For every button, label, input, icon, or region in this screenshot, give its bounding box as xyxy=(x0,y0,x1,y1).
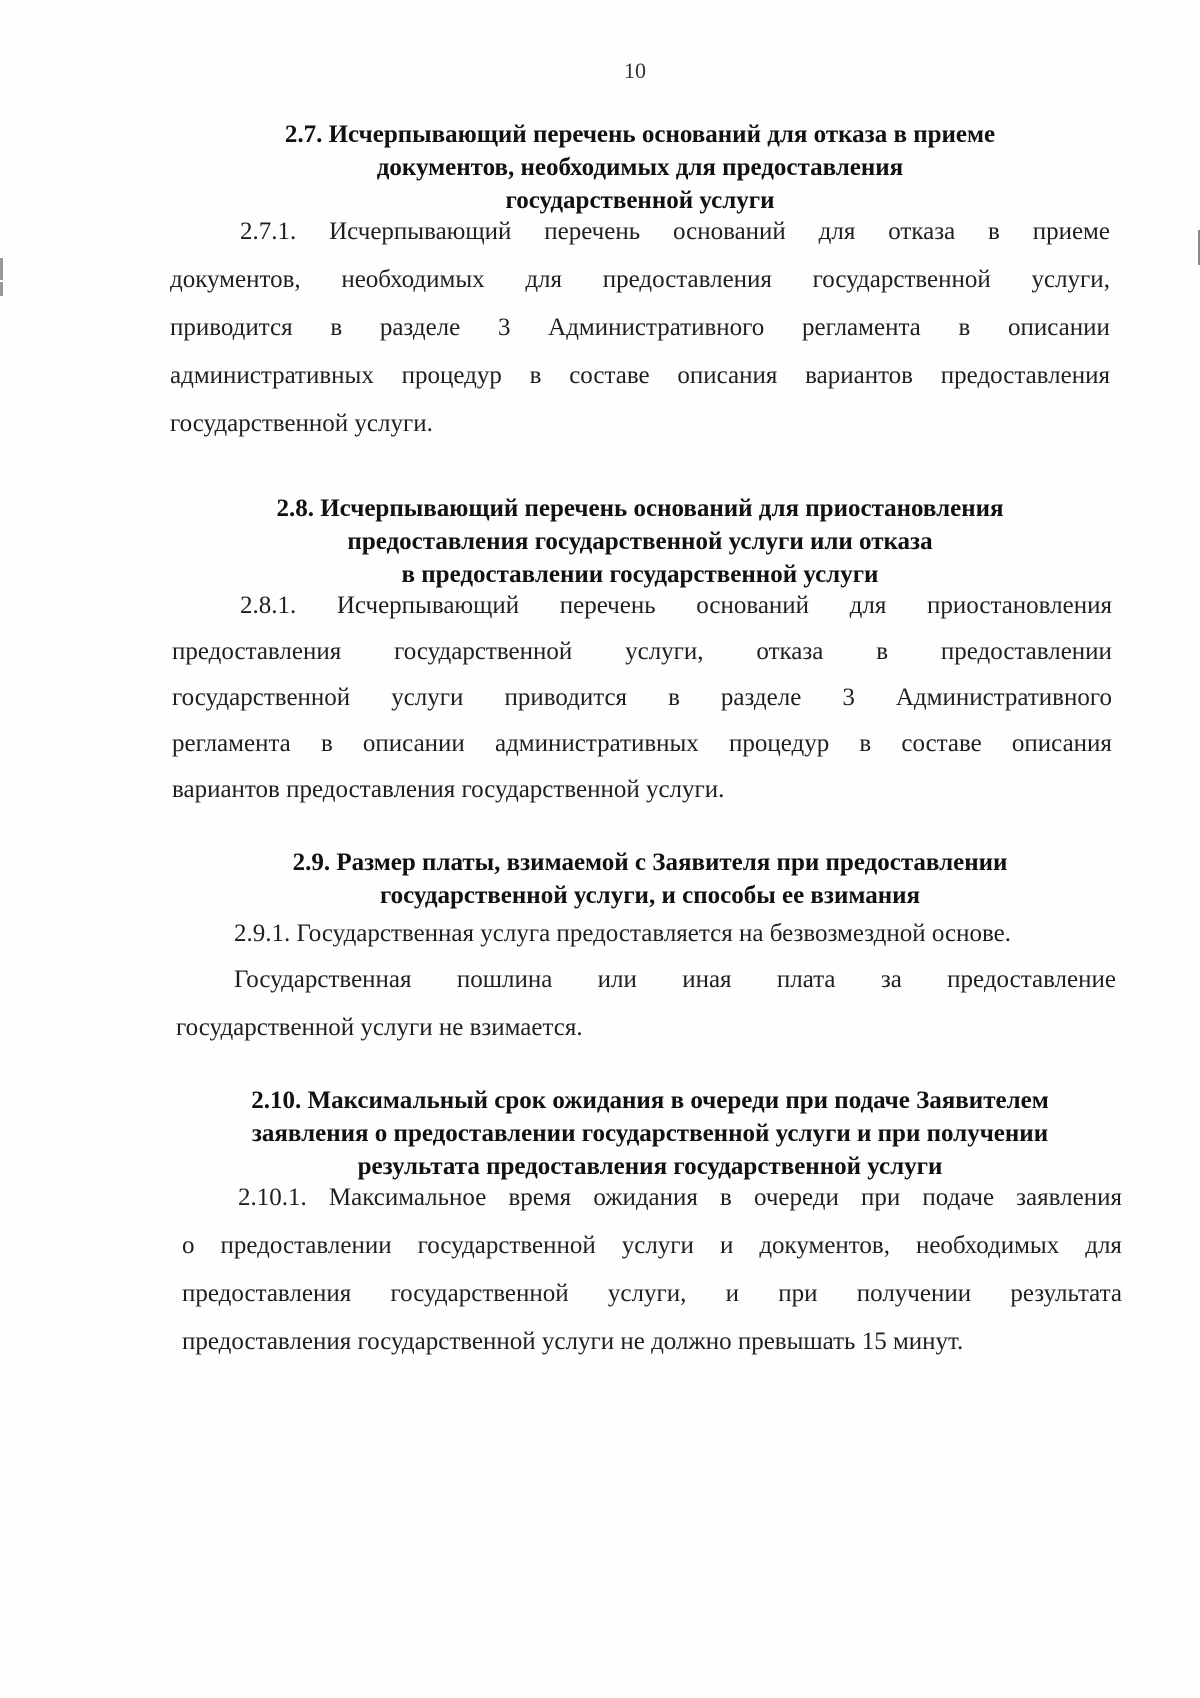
word: предоставления xyxy=(172,638,342,665)
word: административных xyxy=(494,730,699,757)
word: приводится xyxy=(170,314,293,341)
word: в xyxy=(720,1184,732,1211)
word: для xyxy=(1085,1232,1122,1259)
word: описании xyxy=(362,730,465,757)
word: или xyxy=(597,966,637,993)
scan-edge-mark-left xyxy=(0,282,3,296)
section-heading-2-10 xyxy=(180,1084,1120,1183)
word: 2.7.1. xyxy=(240,218,297,245)
word: Административного xyxy=(895,684,1112,711)
word: государственной xyxy=(172,684,351,711)
word: иная xyxy=(682,966,732,993)
word: Максимальное xyxy=(328,1184,487,1211)
scan-edge-mark-left xyxy=(0,258,3,280)
word: в xyxy=(859,730,872,757)
word: при xyxy=(861,1184,901,1211)
heading-line: документов, необходимых для предоставления xyxy=(376,154,904,181)
word: предоставление xyxy=(947,966,1116,993)
word: 3 xyxy=(842,684,855,711)
word: Государственная xyxy=(234,966,412,993)
word: Исчерпывающий xyxy=(336,592,520,619)
text-line xyxy=(172,684,1112,712)
word: необходимых xyxy=(915,1232,1060,1259)
word: административных xyxy=(170,362,374,389)
heading-line: 2.8. Исчерпывающий перечень оснований для приостановления xyxy=(276,495,1004,522)
word: необходимых xyxy=(341,266,485,293)
text-line: предоставления государственной услуги не должно превышать 15 минут. xyxy=(182,1328,964,1355)
word: в xyxy=(876,638,888,665)
word: 3 xyxy=(497,314,511,341)
word: в xyxy=(668,684,680,711)
word: оснований xyxy=(696,592,810,619)
word: получении xyxy=(856,1280,972,1307)
word: в xyxy=(958,314,971,341)
word: результата xyxy=(1010,1280,1122,1307)
word: предоставлении xyxy=(220,1232,392,1259)
word: процедур xyxy=(401,362,502,389)
heading-line: государственной услуги xyxy=(505,187,775,214)
word: услуги, xyxy=(625,638,704,665)
word: процедур xyxy=(728,730,830,757)
word: предоставления xyxy=(940,362,1110,389)
word: составе xyxy=(569,362,650,389)
word: регламента xyxy=(802,314,921,341)
word: услуги xyxy=(621,1232,694,1259)
word: при xyxy=(778,1280,818,1307)
word: государственной xyxy=(812,266,991,293)
word: ожидания xyxy=(593,1184,698,1211)
word: и xyxy=(725,1280,740,1307)
scan-edge-mark xyxy=(1194,230,1200,265)
word: время xyxy=(508,1184,572,1211)
heading-line: в предоставлении государственной услуги xyxy=(401,561,879,588)
text-line xyxy=(170,314,1110,342)
text-line xyxy=(172,730,1112,758)
word: в xyxy=(529,362,542,389)
word: описания xyxy=(677,362,778,389)
word: предоставления xyxy=(602,266,772,293)
text-line: 2.9.1. Государственная услуга предоставляется на безвозмездной основе. xyxy=(234,920,1011,947)
word: плата xyxy=(776,966,836,993)
word: регламента xyxy=(172,730,291,757)
word: отказа xyxy=(756,638,824,665)
word: пошлина xyxy=(456,966,553,993)
word: и xyxy=(719,1232,734,1259)
word: приводится xyxy=(504,684,628,711)
word: приеме xyxy=(1032,218,1110,245)
word: заявления xyxy=(1016,1184,1122,1211)
word: вариантов xyxy=(805,362,913,389)
word: государственной xyxy=(417,1232,596,1259)
word: подаче xyxy=(922,1184,995,1211)
word: 2.8.1. xyxy=(240,592,297,619)
word: документов, xyxy=(170,266,301,293)
word: составе xyxy=(901,730,982,757)
section-heading-2-9 xyxy=(210,846,1090,912)
word: о xyxy=(182,1232,195,1259)
section-heading-2-7 xyxy=(200,118,1080,217)
text-line xyxy=(238,1184,1122,1212)
word: разделе xyxy=(720,684,802,711)
word: описании xyxy=(1008,314,1110,341)
heading-line: предоставления государственной услуги или отказа xyxy=(347,528,933,555)
word: в xyxy=(988,218,1000,245)
word: государственной xyxy=(390,1280,569,1307)
text-line: государственной услуги не взимается. xyxy=(176,1014,583,1041)
text-line xyxy=(172,638,1112,666)
text-line xyxy=(240,592,1112,620)
text-line xyxy=(234,966,1116,994)
word: оснований xyxy=(673,218,786,245)
heading-line: 2.9. Размер платы, взимаемой с Заявителя при предоставлении xyxy=(292,849,1008,876)
heading-line: государственной услуги, и способы ее взимания xyxy=(379,882,921,909)
word: предоставления xyxy=(182,1280,352,1307)
section-heading-2-8 xyxy=(200,492,1080,591)
word: для xyxy=(849,592,887,619)
word: предоставлении xyxy=(940,638,1112,665)
text-line xyxy=(170,362,1110,390)
word: отказа xyxy=(888,218,956,245)
word: Административного xyxy=(548,314,765,341)
word: очереди xyxy=(753,1184,839,1211)
word: описания xyxy=(1011,730,1112,757)
heading-line: заявления о предоставлении государственной услуги и при получении xyxy=(251,1120,1049,1147)
page-number: 10 xyxy=(624,58,646,83)
word: услуги xyxy=(391,684,464,711)
word: для xyxy=(818,218,856,245)
word: перечень xyxy=(544,218,641,245)
heading-line: результата предоставления государственной услуги xyxy=(357,1153,943,1180)
text-line xyxy=(240,218,1110,246)
word: разделе xyxy=(379,314,461,341)
word: документов, xyxy=(759,1232,890,1259)
heading-line: 2.7. Исчерпывающий перечень оснований для отказа в приеме xyxy=(284,121,996,148)
word: приостановления xyxy=(926,592,1112,619)
word: услуги, xyxy=(1031,266,1110,293)
word: услуги, xyxy=(607,1280,687,1307)
word: в xyxy=(330,314,343,341)
text-line xyxy=(182,1232,1122,1260)
text-line xyxy=(182,1280,1122,1308)
word: государственной xyxy=(394,638,573,665)
word: Исчерпывающий xyxy=(329,218,512,245)
word: в xyxy=(320,730,333,757)
text-line: вариантов предоставления государственной услуги. xyxy=(172,776,725,803)
text-line: государственной услуги. xyxy=(170,410,433,437)
word: 2.10.1. xyxy=(238,1184,307,1211)
word: за xyxy=(880,966,902,993)
word: перечень xyxy=(559,592,656,619)
word: для xyxy=(525,266,563,293)
text-line xyxy=(170,266,1110,294)
heading-line: 2.10. Максимальный срок ожидания в очереди при подаче Заявителем xyxy=(251,1087,1049,1114)
